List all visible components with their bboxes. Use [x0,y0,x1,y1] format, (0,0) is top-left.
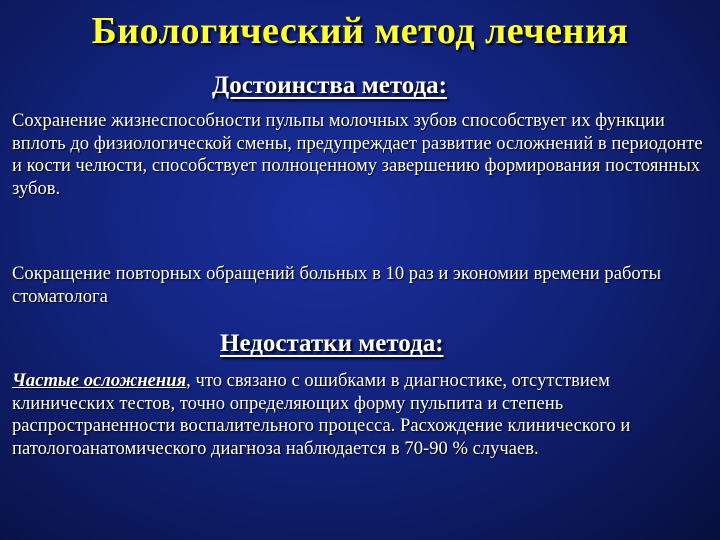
disadvantages-text: , что связано с ошибками в диагностике, отсутствием клинических тестов, точно определяющих форму пульпита и степень распространенности воспалительного процесса. Расхождение клинического и патологоанатомического диагноза наблюдается в 70-90 % случаев. [12,370,631,459]
disadvantages-lead: Частые осложнения [12,370,187,391]
disadvantages-heading: Недостатки метода: [220,330,444,357]
slide-title: Биологический метод лечения [91,10,629,52]
advantages-paragraph-1: Сохранение жизнеспособности пульпы молочных зубов способствует их функции вплоть до физиологической смены, предупреждает развитие осложнений в периодонте и кости челюсти, способствует полноценному завершению формирования постоянных зубов. [12,110,703,199]
disadvantages-paragraph [12,370,712,460]
advantages-paragraph-2: Сокращение повторных обращений больных в 10 раз и экономии времени работы стоматолога [12,263,662,307]
advantages-heading: Достоинства метода: [212,72,448,99]
